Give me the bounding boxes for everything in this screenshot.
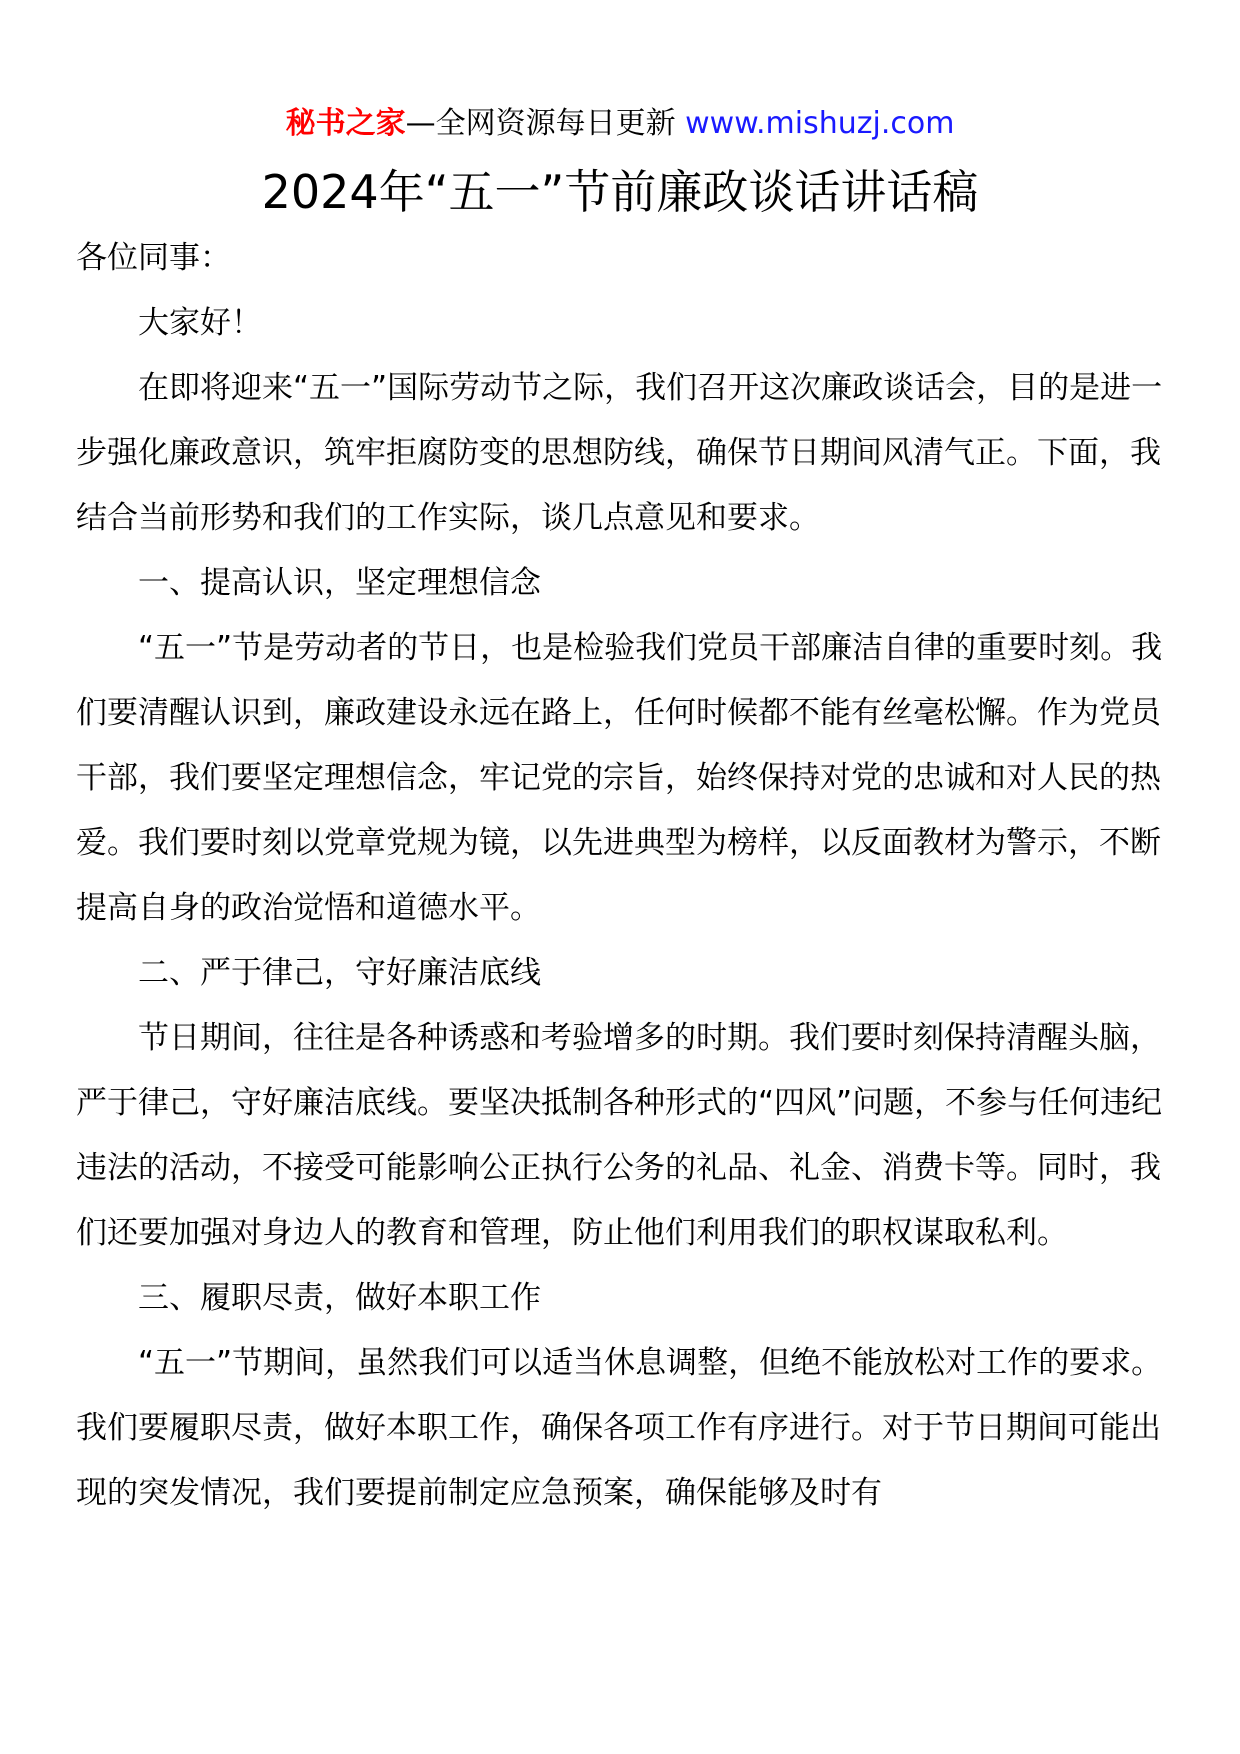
greeting-paragraph: 大家好！: [138, 305, 262, 341]
document-body: [76, 226, 1172, 1526]
salutation: 各位同事：: [76, 240, 231, 276]
section-2-paragraph: 节日期间，往往是各种诱惑和考验增多的时期。我们要时刻保持清醒头脑，严于律己，守好廉洁底线。要坚决抵制各种形式的“四风”问题，不参与任何违纪违法的活动，不接受可能影响公正执行公务的礼品、礼金、消费卡等。同时，我们还要加强对身边人的教育和管理，防止他们利用我们的职权谋取私利。: [76, 1020, 1163, 1251]
document-title: 2024年“五一”节前廉政谈话讲话稿: [261, 165, 979, 219]
section-heading-3: 三、履职尽责，做好本职工作: [138, 1280, 541, 1316]
section-heading-1: 一、提高认识，坚定理想信念: [138, 565, 541, 601]
section-1-paragraph: “五一”节是劳动者的节日，也是检验我们党员干部廉洁自律的重要时刻。我们要清醒认识到，廉政建设永远在路上，任何时候都不能有丝毫松懈。作为党员干部，我们要坚定理想信念，牢记党的宗旨，始终保持对党的忠诚和对人民的热爱。我们要时刻以党章党规为镜，以先进典型为榜样，以反面教材为警示，不断提高自身的政治觉悟和道德水平。: [76, 630, 1163, 926]
site-banner: [0, 98, 1240, 150]
section-3-paragraph: “五一”节期间，虽然我们可以适当休息调整，但绝不能放松对工作的要求。我们要履职尽责，做好本职工作，确保各项工作有序进行。对于节日期间可能出现的突发情况，我们要提前制定应急预案，确保能够及时有: [76, 1345, 1163, 1511]
section-heading-2: 二、严于律己，守好廉洁底线: [138, 955, 541, 991]
banner-url[interactable]: www.mishuzj.com: [685, 106, 955, 141]
banner-brand: 秘书之家: [285, 106, 406, 141]
intro-paragraph: 在即将迎来“五一”国际劳动节之际，我们召开这次廉政谈话会，目的是进一步强化廉政意识，筑牢拒腐防变的思想防线，确保节日期间风清气正。下面，我结合当前形势和我们的工作实际，谈几点意见和要求。: [76, 370, 1163, 536]
banner-tagline: —全网资源每日更新: [405, 106, 686, 141]
